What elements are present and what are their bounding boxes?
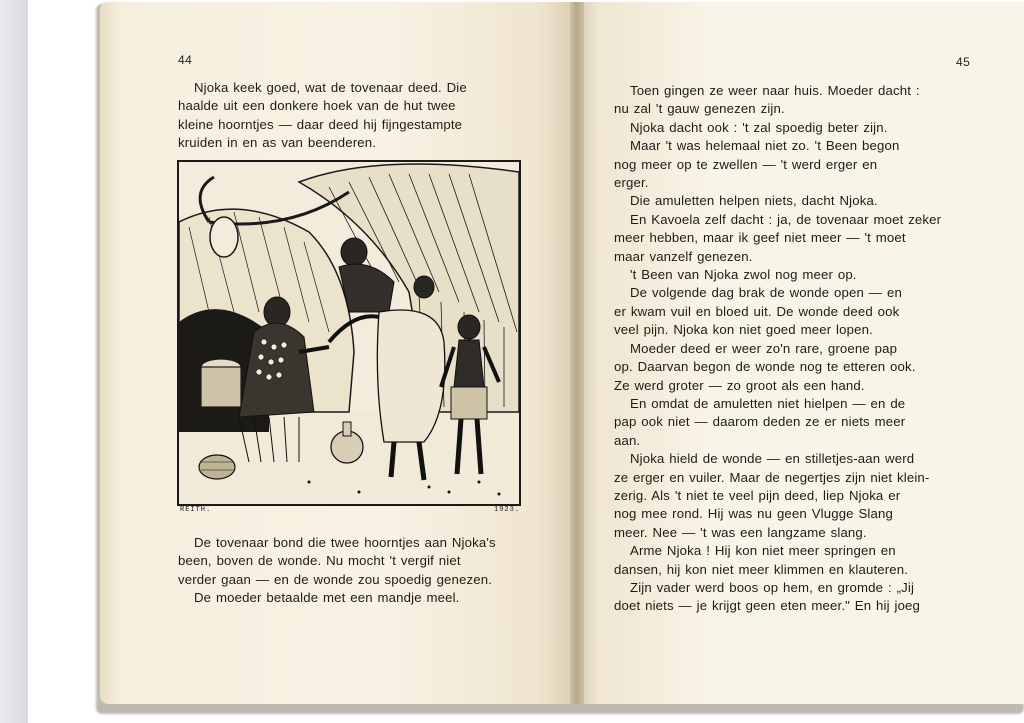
text-line: doet niets — je krijgt geen eten meer." En hij joeg — [614, 598, 921, 614]
illustration-drawing — [179, 162, 519, 504]
text-line: nog meer op te zwellen — 't werd erger en — [614, 156, 878, 172]
illustration-signature: REITH. — [180, 506, 212, 514]
text-line: Toen gingen ze weer naar huis. Moeder dacht : — [630, 83, 920, 98]
text-line: De volgende dag brak de wonde open — en — [630, 285, 902, 301]
text-line: erger. — [614, 175, 649, 191]
text-line: maar vanzelf genezen. — [614, 248, 753, 264]
text-line: aan. — [614, 432, 641, 448]
text-line: En omdat de amuletten niet hielpen — en de — [630, 395, 906, 411]
text-line: op. Daarvan begon de wonde nog te etteren ook. — [614, 359, 916, 375]
text-line: veel pijn. Njoka kon niet goed meer lopen. — [614, 322, 873, 338]
text-line: Ze werd groter — zo groot als een hand. — [614, 377, 865, 393]
text-line: Arme Njoka ! Hij kon niet meer springen en — [630, 543, 896, 559]
text-line: kruiden in en as van beenderen. — [178, 135, 377, 151]
right-page-text — [614, 82, 970, 616]
text-line: Njoka keek goed, wat de tovenaar deed. Die — [194, 80, 467, 95]
left-paragraph-top — [178, 79, 520, 153]
text-line: En Kavoela zelf dacht : ja, de tovenaar moet zeker — [630, 211, 942, 227]
text-line: haalde uit een donkere hoek van de hut twee — [178, 98, 456, 114]
text-line: Zijn vader werd boos op hem, en gromde : „Jij — [630, 579, 915, 595]
text-line: Maar 't was helemaal niet zo. 't Been begon — [630, 138, 900, 154]
page-number-right: 45 — [956, 55, 971, 69]
text-line: De moeder betaalde met een mandje meel. — [194, 590, 460, 606]
text-line: pap ook niet — daarom deden ze er niets meer — [614, 414, 906, 430]
text-line: Njoka hield de wonde — en stilletjes-aan werd — [630, 451, 915, 467]
text-line: Njoka dacht ook : 't zal spoedig beter zijn. — [630, 119, 888, 135]
page-number-left: 44 — [178, 53, 193, 67]
text-line: er kwam vuil en bloed uit. De wonde deed ook — [614, 303, 900, 319]
text-line: nog mee rond. Hij was nu geen Vlugge Slang — [614, 506, 893, 522]
book-spine — [570, 2, 584, 704]
text-line: dansen, hij kon niet meer klimmen en klauteren. — [614, 561, 909, 577]
text-line: nu zal 't gauw genezen zijn. — [614, 101, 785, 117]
illustration-year: 1923. — [494, 506, 521, 514]
text-line: De tovenaar bond die twee hoorntjes aan Njoka's — [194, 535, 496, 550]
text-line: 't Been van Njoka zwol nog meer op. — [630, 267, 857, 283]
text-line: meer. Nee — 't was een langzame slang. — [614, 524, 867, 540]
text-line: Moeder deed er weer zo'n rare, groene pap — [630, 340, 898, 356]
left-paragraph-bottom — [178, 534, 522, 608]
scanner-edge — [0, 0, 28, 723]
text-line: kleine hoorntjes — daar deed hij fijngestampte — [178, 116, 463, 132]
text-line: zerig. Als 't niet te veel pijn deed, liep Njoka er — [614, 487, 901, 503]
text-line: ze erger en vuiler. Maar de negertjes zijn niet klein- — [614, 469, 930, 485]
text-line: meer hebben, maar ik geef niet meer — 't moet — [614, 230, 906, 246]
text-line: verder gaan — en de wonde zou spoedig genezen. — [178, 571, 493, 587]
text-line: been, boven de wonde. Nu mocht 't vergif niet — [178, 553, 461, 569]
woodcut-illustration — [177, 160, 521, 506]
text-line: Die amuletten helpen niets, dacht Njoka. — [630, 193, 878, 209]
